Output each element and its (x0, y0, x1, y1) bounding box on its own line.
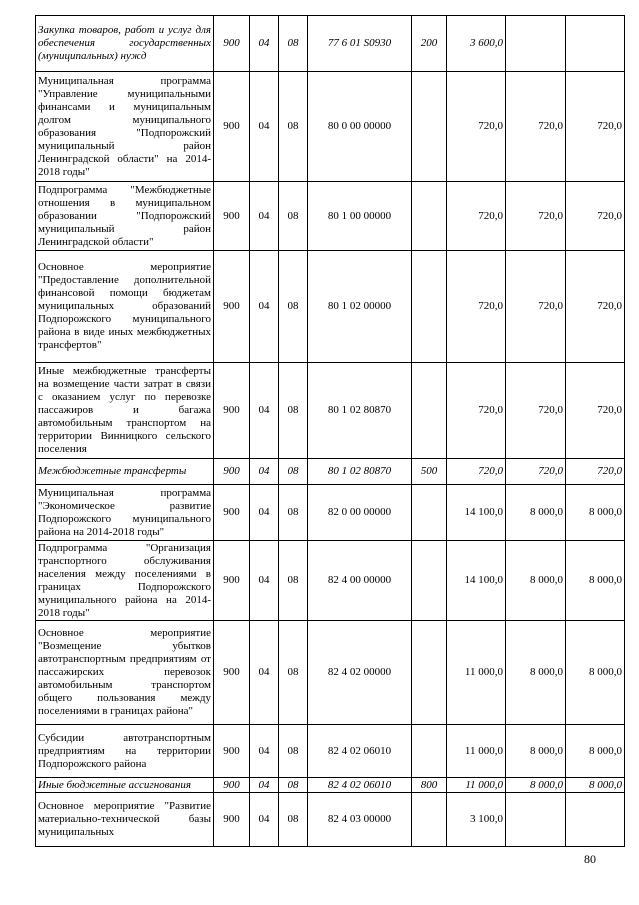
cell-vr (412, 621, 447, 725)
cell-pr: 08 (279, 72, 308, 182)
cell-csr: 82 4 00 00000 (308, 541, 412, 621)
cell-name: Иные межбюджетные трансферты на возмещение части затрат в связи с оказанием услуг по перевозке пассажиров и багажа автомобильным транспортом на территории Винницкого сельского поселения (36, 363, 214, 459)
cell-rz: 04 (250, 725, 279, 778)
cell-pr: 08 (279, 541, 308, 621)
cell-s1: 3 600,0 (447, 16, 506, 72)
cell-s2: 8 000,0 (506, 485, 566, 541)
cell-s3: 720,0 (566, 182, 625, 251)
cell-rz: 04 (250, 485, 279, 541)
table-row (36, 621, 625, 725)
cell-csr: 80 0 00 00000 (308, 72, 412, 182)
cell-grbs: 900 (214, 16, 250, 72)
cell-name: Муниципальная программа "Управление муниципальными финансами и муниципальным долгом муниципального образования "Подпорожский муниципальный район Ленинградской области" на 2014-2018 годы" (36, 72, 214, 182)
cell-grbs: 900 (214, 182, 250, 251)
cell-name: Субсидии автотранспортным предприятиям на территории Подпорожского района (36, 725, 214, 778)
table-row (36, 725, 625, 778)
cell-vr (412, 72, 447, 182)
cell-pr: 08 (279, 251, 308, 363)
page-number: 80 (584, 852, 596, 866)
cell-s2: 8 000,0 (506, 541, 566, 621)
cell-vr (412, 793, 447, 847)
cell-s3: 8 000,0 (566, 621, 625, 725)
table-row (36, 363, 625, 459)
cell-pr: 08 (279, 485, 308, 541)
cell-csr: 80 1 02 80870 (308, 459, 412, 485)
cell-s2: 720,0 (506, 72, 566, 182)
cell-s2 (506, 793, 566, 847)
cell-grbs: 900 (214, 459, 250, 485)
cell-s1: 11 000,0 (447, 778, 506, 793)
cell-s2: 720,0 (506, 251, 566, 363)
cell-rz: 04 (250, 621, 279, 725)
cell-name: Муниципальная программа "Экономическое развитие Подпорожского муниципального района на 2014-2018 годы" (36, 485, 214, 541)
table-row (36, 251, 625, 363)
cell-csr: 80 1 02 80870 (308, 363, 412, 459)
cell-s1: 720,0 (447, 182, 506, 251)
cell-rz: 04 (250, 541, 279, 621)
cell-pr: 08 (279, 363, 308, 459)
cell-s2: 8 000,0 (506, 621, 566, 725)
cell-name: Подпрограмма "Организация транспортного обслуживания населения между поселениями в границах Подпорожского муниципального района на 2014-2018 годы" (36, 541, 214, 621)
cell-name: Межбюджетные трансферты (36, 459, 214, 485)
cell-rz: 04 (250, 16, 279, 72)
cell-vr (412, 251, 447, 363)
cell-rz: 04 (250, 459, 279, 485)
cell-s3: 8 000,0 (566, 541, 625, 621)
table-row (36, 485, 625, 541)
cell-name: Основное мероприятие "Развитие материально-технической базы муниципальных (36, 793, 214, 847)
cell-s3: 720,0 (566, 363, 625, 459)
cell-csr: 82 4 02 06010 (308, 778, 412, 793)
table-row (36, 793, 625, 847)
cell-csr: 80 1 00 00000 (308, 182, 412, 251)
cell-csr: 82 4 03 00000 (308, 793, 412, 847)
cell-vr (412, 541, 447, 621)
cell-s2: 8 000,0 (506, 725, 566, 778)
cell-name: Подпрограмма "Межбюджетные отношения в муниципальном образовании "Подпорожский муниципальный район Ленинградской области" (36, 182, 214, 251)
cell-vr: 800 (412, 778, 447, 793)
cell-s3: 8 000,0 (566, 778, 625, 793)
cell-grbs: 900 (214, 541, 250, 621)
cell-vr (412, 182, 447, 251)
cell-csr: 77 6 01 S0930 (308, 16, 412, 72)
cell-rz: 04 (250, 363, 279, 459)
cell-s1: 720,0 (447, 363, 506, 459)
cell-pr: 08 (279, 16, 308, 72)
table-row (36, 182, 625, 251)
cell-rz: 04 (250, 793, 279, 847)
cell-vr (412, 725, 447, 778)
cell-s3: 720,0 (566, 459, 625, 485)
cell-s1: 3 100,0 (447, 793, 506, 847)
cell-s1: 720,0 (447, 72, 506, 182)
cell-s2: 8 000,0 (506, 778, 566, 793)
cell-vr: 500 (412, 459, 447, 485)
cell-csr: 82 0 00 00000 (308, 485, 412, 541)
cell-rz: 04 (250, 182, 279, 251)
cell-vr (412, 363, 447, 459)
cell-grbs: 900 (214, 485, 250, 541)
table-row (36, 778, 625, 793)
cell-grbs: 900 (214, 363, 250, 459)
cell-grbs: 900 (214, 72, 250, 182)
cell-pr: 08 (279, 621, 308, 725)
cell-s3: 8 000,0 (566, 485, 625, 541)
cell-pr: 08 (279, 459, 308, 485)
cell-s1: 11 000,0 (447, 621, 506, 725)
cell-s1: 720,0 (447, 251, 506, 363)
cell-s3 (566, 793, 625, 847)
cell-rz: 04 (250, 251, 279, 363)
cell-vr: 200 (412, 16, 447, 72)
cell-s3 (566, 16, 625, 72)
cell-csr: 82 4 02 00000 (308, 621, 412, 725)
cell-vr (412, 485, 447, 541)
cell-s3: 8 000,0 (566, 725, 625, 778)
cell-pr: 08 (279, 793, 308, 847)
cell-pr: 08 (279, 182, 308, 251)
cell-grbs: 900 (214, 725, 250, 778)
table-row (36, 72, 625, 182)
cell-s3: 720,0 (566, 72, 625, 182)
cell-name: Основное мероприятие "Возмещение убытков автотранспортным предприятиям от пассажирских перевозок автомобильным транспортом общего пользования между поселениями в границах района" (36, 621, 214, 725)
cell-rz: 04 (250, 778, 279, 793)
table-row (36, 16, 625, 72)
cell-s2: 720,0 (506, 459, 566, 485)
cell-s2: 720,0 (506, 363, 566, 459)
cell-s1: 14 100,0 (447, 541, 506, 621)
cell-s2: 720,0 (506, 182, 566, 251)
cell-s3: 720,0 (566, 251, 625, 363)
cell-grbs: 900 (214, 621, 250, 725)
table-row (36, 541, 625, 621)
cell-name: Иные бюджетные ассигнования (36, 778, 214, 793)
cell-rz: 04 (250, 72, 279, 182)
cell-s2 (506, 16, 566, 72)
cell-name: Основное мероприятие "Предоставление дополнительной финансовой помощи бюджетам муниципальных образований Подпорожского муниципального района в виде иных межбюджетных трансфертов" (36, 251, 214, 363)
cell-pr: 08 (279, 778, 308, 793)
cell-name: Закупка товаров, работ и услуг для обеспечения государственных (муниципальных) нужд (36, 16, 214, 72)
cell-csr: 80 1 02 00000 (308, 251, 412, 363)
budget-table (35, 15, 625, 847)
cell-grbs: 900 (214, 778, 250, 793)
cell-pr: 08 (279, 725, 308, 778)
cell-grbs: 900 (214, 251, 250, 363)
cell-csr: 82 4 02 06010 (308, 725, 412, 778)
cell-grbs: 900 (214, 793, 250, 847)
cell-s1: 14 100,0 (447, 485, 506, 541)
table-row (36, 459, 625, 485)
cell-s1: 11 000,0 (447, 725, 506, 778)
cell-s1: 720,0 (447, 459, 506, 485)
